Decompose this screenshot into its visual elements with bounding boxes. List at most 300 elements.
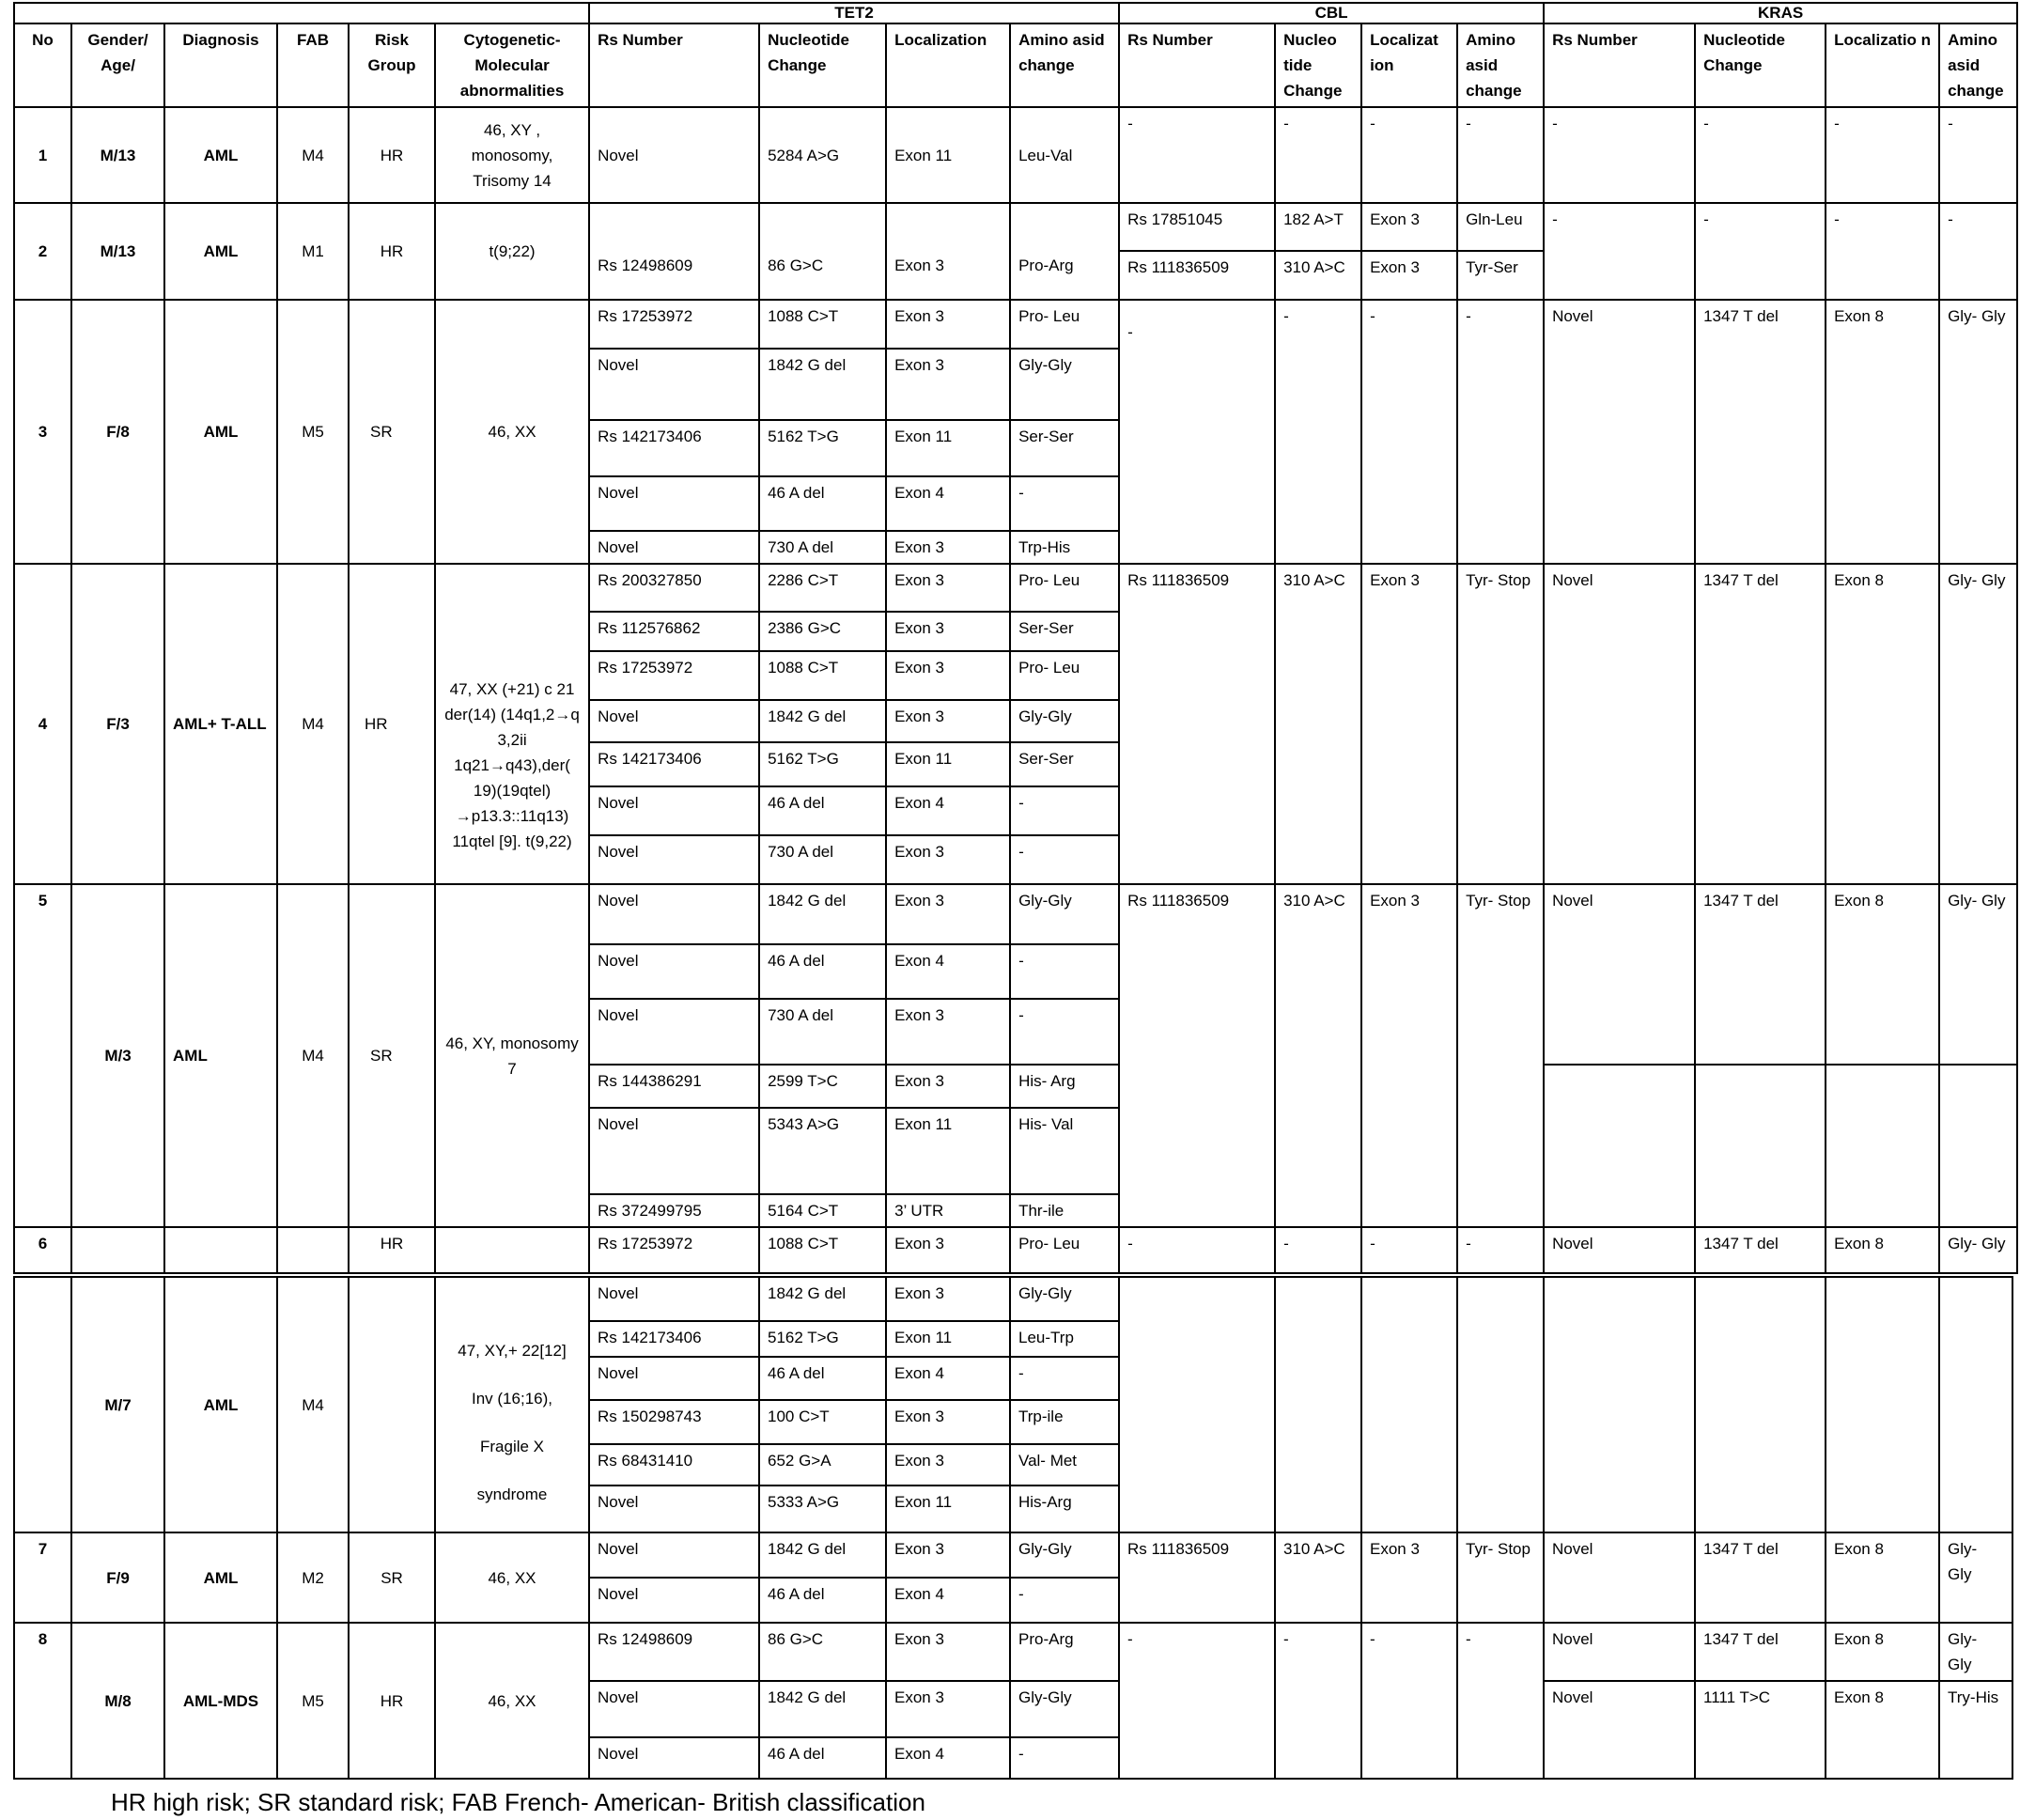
tet2-localization: Exon 3 — [886, 349, 1010, 420]
tet2-rs: Rs 12498609 — [589, 1623, 759, 1681]
cytogenetics: 46, XX — [435, 300, 589, 564]
kras-amino: Gly- Gly — [1939, 1227, 2017, 1273]
tet2-amino: Gly-Gly — [1010, 1681, 1119, 1737]
cbl-empty-cell — [1275, 1277, 1361, 1532]
tet2-localization: Exon 4 — [886, 944, 1010, 999]
cbl-nucleotide: 182 A>T — [1275, 203, 1361, 251]
table-row — [14, 1227, 2017, 1273]
tet2-nucleotide: 46 A del — [759, 1578, 886, 1623]
cbl-nucleotide: 310 A>C — [1275, 564, 1361, 884]
col-header-tet2-nucleotide: Nucleotide Change — [759, 23, 886, 107]
cytogenetics-line: syndrome — [476, 1485, 548, 1503]
tet2-amino: His- Val — [1010, 1108, 1119, 1194]
tet2-nucleotide: 5162 T>G — [759, 742, 886, 786]
tet2-nucleotide: 5333 A>G — [759, 1486, 886, 1532]
tet2-localization: Exon 3 — [886, 1444, 1010, 1486]
kras-nucleotide: 1347 T del — [1695, 300, 1826, 564]
tet2-amino: Gly-Gly — [1010, 1532, 1119, 1578]
kras-localization: Exon 8 — [1826, 1227, 1939, 1273]
tet2-localization: Exon 11 — [886, 1486, 1010, 1532]
table-row — [14, 1532, 2012, 1578]
tet2-amino: - — [1010, 1357, 1119, 1400]
risk-group: HR — [349, 107, 435, 203]
fab-class: M2 — [277, 1532, 349, 1623]
tet2-rs: Rs 112576862 — [589, 612, 759, 651]
tet2-localization: Exon 3 — [886, 651, 1010, 700]
tet2-amino: His- Arg — [1010, 1065, 1119, 1108]
tet2-nucleotide: 1088 C>T — [759, 1227, 886, 1273]
tet2-localization: Exon 4 — [886, 1737, 1010, 1779]
cbl-localization: - — [1361, 300, 1457, 564]
tet2-amino: Ser-Ser — [1010, 742, 1119, 786]
tet2-amino: - — [1010, 786, 1119, 835]
cbl-nucleotide: 310 A>C — [1275, 251, 1361, 300]
kras-amino: Gly- Gly — [1939, 1532, 2012, 1623]
tet2-localization: Exon 3 — [886, 612, 1010, 651]
tet2-amino: Ser-Ser — [1010, 612, 1119, 651]
tet2-nucleotide: 5162 T>G — [759, 420, 886, 476]
cbl-rs: - — [1119, 107, 1275, 203]
diagnosis: AML — [164, 884, 277, 1227]
kras-rs: - — [1544, 107, 1695, 203]
tet2-nucleotide: 1088 C>T — [759, 300, 886, 349]
kras-amino: - — [1939, 203, 2017, 300]
cbl-localization: - — [1361, 1227, 1457, 1273]
table-row — [14, 1623, 2012, 1681]
kras-empty-cell — [1826, 1065, 1939, 1227]
kras-nucleotide: - — [1695, 107, 1826, 203]
tet2-localization: Exon 3 — [886, 1623, 1010, 1681]
kras-nucleotide: 1347 T del — [1695, 1623, 1826, 1681]
tet2-amino: - — [1010, 835, 1119, 884]
table-footnote: HR high risk; SR standard risk; FAB French- American- British classification — [111, 1788, 925, 1816]
tet2-rs: Rs 17253972 — [589, 651, 759, 700]
tet2-rs: Novel — [589, 531, 759, 564]
tet2-rs: Novel — [589, 1108, 759, 1194]
patient-number: 8 — [14, 1623, 71, 1779]
tet2-rs: Novel — [589, 700, 759, 742]
kras-empty-cell — [1939, 1065, 2017, 1227]
risk-group: HR — [349, 203, 435, 300]
fab-class: M4 — [277, 564, 349, 884]
tet2-localization: Exon 3 — [886, 300, 1010, 349]
kras-empty-cell — [1939, 1277, 2012, 1532]
kras-rs: - — [1544, 203, 1695, 300]
cbl-amino: - — [1457, 107, 1544, 203]
tet2-localization: Exon 3 — [886, 1532, 1010, 1578]
tet2-localization: Exon 3 — [886, 835, 1010, 884]
cbl-rs: - — [1119, 300, 1275, 564]
kras-rs: Novel — [1544, 1227, 1695, 1273]
fab-class: M4 — [277, 884, 349, 1227]
tet2-rs: Novel — [589, 476, 759, 531]
tet2-rs: Rs 200327850 — [589, 564, 759, 612]
tet2-nucleotide: 46 A del — [759, 1357, 886, 1400]
gender-age: F/3 — [71, 564, 164, 884]
tet2-nucleotide: 1842 G del — [759, 884, 886, 944]
tet2-rs: Rs 17253972 — [589, 1227, 759, 1273]
risk-group: SR — [349, 300, 435, 564]
kras-amino: Try-His — [1939, 1681, 2012, 1779]
cbl-nucleotide: 310 A>C — [1275, 884, 1361, 1227]
tet2-nucleotide: 2386 G>C — [759, 612, 886, 651]
tet2-localization: Exon 4 — [886, 476, 1010, 531]
tet2-amino: Gly-Gly — [1010, 700, 1119, 742]
patient-number: 1 — [14, 107, 71, 203]
tet2-amino: Pro-Arg — [1010, 203, 1119, 300]
cbl-amino: - — [1457, 1227, 1544, 1273]
tet2-localization: Exon 3 — [886, 564, 1010, 612]
cbl-empty-cell — [1119, 1277, 1275, 1532]
blank-group-header — [14, 3, 589, 23]
cbl-rs: Rs 111836509 — [1119, 251, 1275, 300]
kras-localization: Exon 8 — [1826, 564, 1939, 884]
kras-rs: Novel — [1544, 1532, 1695, 1623]
kras-empty-cell — [1544, 1065, 1695, 1227]
tet2-rs: Novel — [589, 1681, 759, 1737]
cbl-nucleotide: - — [1275, 1623, 1361, 1779]
cbl-rs: Rs 17851045 — [1119, 203, 1275, 251]
table-row — [14, 203, 2017, 251]
diagnosis: AML — [164, 203, 277, 300]
kras-rs: Novel — [1544, 1681, 1695, 1779]
tet2-rs: Novel — [589, 835, 759, 884]
tet2-rs: Rs 150298743 — [589, 1400, 759, 1444]
cytogenetics: 46, XY , monosomy, Trisomy 14 — [435, 107, 589, 203]
cytogenetics: 47, XX (+21) c 21 der(14) (14q1,2→q 3,2ii 1q21→q43),der( 19)(19qtel) →p13.3::11q13) 11qtel [9]. t(9,22) — [435, 564, 589, 884]
tet2-nucleotide: 5162 T>G — [759, 1321, 886, 1357]
tet2-localization: Exon 3 — [886, 1227, 1010, 1273]
col-header-gender-age: Gender/ Age/ — [71, 23, 164, 107]
tet2-localization: Exon 3 — [886, 999, 1010, 1065]
group-header-cbl: CBL — [1119, 3, 1544, 23]
tet2-rs: Novel — [589, 1578, 759, 1623]
tet2-rs: Novel — [589, 786, 759, 835]
tet2-amino: Thr-ile — [1010, 1194, 1119, 1227]
kras-empty-cell — [1826, 1277, 1939, 1532]
tet2-localization: Exon 3 — [886, 203, 1010, 300]
tet2-amino: Pro- Leu — [1010, 564, 1119, 612]
tet2-localization: Exon 11 — [886, 107, 1010, 203]
tet2-localization: Exon 3 — [886, 1400, 1010, 1444]
tet2-amino: - — [1010, 1737, 1119, 1779]
gender-age: M/13 — [71, 107, 164, 203]
cytogenetics: 46, XX — [435, 1623, 589, 1779]
tet2-nucleotide: 5164 C>T — [759, 1194, 886, 1227]
mutation-table-part-1 — [13, 2, 2018, 1274]
kras-nucleotide: 1347 T del — [1695, 884, 1826, 1065]
kras-localization: Exon 8 — [1826, 1681, 1939, 1779]
cbl-rs: Rs 111836509 — [1119, 564, 1275, 884]
fab-empty — [277, 1227, 349, 1273]
diagnosis: AML — [164, 1277, 277, 1532]
cytogenetics-line: Inv (16;16), — [472, 1389, 552, 1408]
tet2-rs: Novel — [589, 1357, 759, 1400]
kras-amino: Gly- Gly — [1939, 564, 2017, 884]
cbl-amino: Tyr- Stop — [1457, 564, 1544, 884]
tet2-amino: Pro-Arg — [1010, 1623, 1119, 1681]
tet2-nucleotide: 1842 G del — [759, 349, 886, 420]
cbl-localization: Exon 3 — [1361, 1532, 1457, 1623]
cbl-nucleotide: 310 A>C — [1275, 1532, 1361, 1623]
fab-class: M4 — [277, 1277, 349, 1532]
col-header-tet2-amino-acid: Amino asid change — [1010, 23, 1119, 107]
tet2-amino: His-Arg — [1010, 1486, 1119, 1532]
tet2-localization: Exon 4 — [886, 1357, 1010, 1400]
tet2-amino: Pro- Leu — [1010, 300, 1119, 349]
tet2-amino: Pro- Leu — [1010, 651, 1119, 700]
tet2-nucleotide: 46 A del — [759, 476, 886, 531]
cbl-amino: - — [1457, 1623, 1544, 1779]
tet2-amino: Gly-Gly — [1010, 1277, 1119, 1321]
tet2-localization: Exon 3 — [886, 700, 1010, 742]
tet2-amino: - — [1010, 1578, 1119, 1623]
tet2-amino: Trp-His — [1010, 531, 1119, 564]
col-header-kras-rs-number: Rs Number — [1544, 23, 1695, 107]
risk-group: HR — [349, 564, 435, 884]
cytogenetics — [435, 1277, 589, 1532]
cytogenetics-line: 47, XY,+ 22[12] — [458, 1341, 567, 1360]
col-header-cbl-nucleotide: Nucleo tide Change — [1275, 23, 1361, 107]
tet2-nucleotide: 46 A del — [759, 944, 886, 999]
risk-group: HR — [349, 1227, 435, 1273]
table-row — [14, 107, 2017, 203]
kras-nucleotide: 1347 T del — [1695, 1227, 1826, 1273]
kras-localization: - — [1826, 203, 1939, 300]
tet2-localization: Exon 4 — [886, 1578, 1010, 1623]
tet2-rs: Rs 142173406 — [589, 1321, 759, 1357]
tet2-amino: Leu-Trp — [1010, 1321, 1119, 1357]
cytogenetics: t(9;22) — [435, 203, 589, 300]
tet2-amino: Ser-Ser — [1010, 420, 1119, 476]
cbl-amino: Gln-Leu — [1457, 203, 1544, 251]
kras-amino: - — [1939, 107, 2017, 203]
col-header-no: No — [14, 23, 71, 107]
tet2-localization: Exon 3 — [886, 531, 1010, 564]
tet2-nucleotide: 86 G>C — [759, 1623, 886, 1681]
kras-localization: Exon 8 — [1826, 300, 1939, 564]
tet2-rs: Novel — [589, 1486, 759, 1532]
kras-rs: Novel — [1544, 1623, 1695, 1681]
tet2-rs: Rs 144386291 — [589, 1065, 759, 1108]
tet2-rs: Novel — [589, 349, 759, 420]
kras-empty-cell — [1695, 1065, 1826, 1227]
fab-class: M4 — [277, 107, 349, 203]
table-row — [14, 884, 2017, 944]
tet2-amino: - — [1010, 999, 1119, 1065]
tet2-nucleotide: 730 A del — [759, 999, 886, 1065]
risk-group: HR — [349, 1623, 435, 1779]
cbl-localization: Exon 3 — [1361, 884, 1457, 1227]
cytogenetics-empty — [435, 1227, 589, 1273]
patient-number: 7 — [14, 1532, 71, 1623]
patient-number: 2 — [14, 203, 71, 300]
fab-class: M5 — [277, 1623, 349, 1779]
tet2-rs: Rs 372499795 — [589, 1194, 759, 1227]
tet2-amino: - — [1010, 944, 1119, 999]
tet2-nucleotide: 86 G>C — [759, 203, 886, 300]
col-header-risk-group: Risk Group — [349, 23, 435, 107]
cbl-rs: - — [1119, 1623, 1275, 1779]
patient-number: 6 — [14, 1227, 71, 1273]
risk-group: SR — [349, 884, 435, 1227]
tet2-localization: Exon 11 — [886, 1321, 1010, 1357]
tet2-nucleotide: 1842 G del — [759, 1532, 886, 1578]
tet2-rs: Rs 12498609 — [589, 203, 759, 300]
gender-age: M/7 — [71, 1277, 164, 1532]
table-row — [14, 1277, 2012, 1321]
tet2-localization: Exon 11 — [886, 742, 1010, 786]
kras-nucleotide: 1111 T>C — [1695, 1681, 1826, 1779]
gender-age: M/13 — [71, 203, 164, 300]
tet2-nucleotide: 652 G>A — [759, 1444, 886, 1486]
cbl-rs: Rs 111836509 — [1119, 884, 1275, 1227]
diagnosis: AML+ T-ALL — [164, 564, 277, 884]
patient-number: 5 — [14, 884, 71, 1227]
tet2-rs: Rs 142173406 — [589, 742, 759, 786]
tet2-rs: Novel — [589, 1277, 759, 1321]
tet2-rs: Rs 142173406 — [589, 420, 759, 476]
tet2-rs: Novel — [589, 1737, 759, 1779]
tet2-amino: Gly-Gly — [1010, 884, 1119, 944]
cbl-nucleotide: - — [1275, 300, 1361, 564]
cbl-nucleotide: - — [1275, 1227, 1361, 1273]
fab-class: M5 — [277, 300, 349, 564]
tet2-amino: Val- Met — [1010, 1444, 1119, 1486]
cbl-rs: Rs 111836509 — [1119, 1532, 1275, 1623]
kras-rs: Novel — [1544, 564, 1695, 884]
col-header-cbl-amino-acid: Amino asid change — [1457, 23, 1544, 107]
cbl-amino: Tyr- Stop — [1457, 1532, 1544, 1623]
col-header-kras-amino-acid: Amino asid change — [1939, 23, 2017, 107]
gender-age: F/9 — [71, 1532, 164, 1623]
table-row — [14, 564, 2017, 612]
kras-localization: Exon 8 — [1826, 1532, 1939, 1623]
diagnosis: AML — [164, 1532, 277, 1623]
cbl-localization: - — [1361, 107, 1457, 203]
cbl-localization: Exon 3 — [1361, 564, 1457, 884]
gender-age-empty — [71, 1227, 164, 1273]
cbl-empty-cell — [1457, 1277, 1544, 1532]
tet2-nucleotide: 730 A del — [759, 531, 886, 564]
kras-localization: Exon 8 — [1826, 1623, 1939, 1681]
tet2-localization: Exon 3 — [886, 1277, 1010, 1321]
cbl-localization: - — [1361, 1623, 1457, 1779]
tet2-localization: Exon 11 — [886, 420, 1010, 476]
risk-group: SR — [349, 1532, 435, 1623]
table-row — [14, 300, 2017, 349]
tet2-amino: Pro- Leu — [1010, 1227, 1119, 1273]
tet2-rs: Rs 17253972 — [589, 300, 759, 349]
col-header-fab: FAB — [277, 23, 349, 107]
kras-rs: Novel — [1544, 300, 1695, 564]
cbl-rs: - — [1119, 1227, 1275, 1273]
cytogenetics: 46, XY, monosomy 7 — [435, 884, 589, 1227]
tet2-nucleotide: 100 C>T — [759, 1400, 886, 1444]
cbl-localization: Exon 3 — [1361, 251, 1457, 300]
group-header-tet2: TET2 — [589, 3, 1119, 23]
tet2-nucleotide: 2286 C>T — [759, 564, 886, 612]
tet2-nucleotide: 46 A del — [759, 786, 886, 835]
tet2-localization: Exon 3 — [886, 884, 1010, 944]
tet2-rs: Novel — [589, 944, 759, 999]
group-header-kras: KRAS — [1544, 3, 2017, 23]
gender-age: M/3 — [71, 884, 164, 1227]
tet2-amino: Gly-Gly — [1010, 349, 1119, 420]
tet2-localization: Exon 3 — [886, 1065, 1010, 1108]
col-header-kras-localization: Localizatio n — [1826, 23, 1939, 107]
col-header-diagnosis: Diagnosis — [164, 23, 277, 107]
tet2-nucleotide: 5284 A>G — [759, 107, 886, 203]
col-header-cbl-localization: Localizat ion — [1361, 23, 1457, 107]
tet2-localization: Exon 3 — [886, 1681, 1010, 1737]
kras-amino: Gly- Gly — [1939, 300, 2017, 564]
kras-localization: - — [1826, 107, 1939, 203]
col-header-cytogenetic: Cytogenetic-Molecular abnormalities — [435, 23, 589, 107]
fab-class: M1 — [277, 203, 349, 300]
tet2-nucleotide: 1088 C>T — [759, 651, 886, 700]
cbl-empty-cell — [1361, 1277, 1457, 1532]
col-header-kras-nucleotide: Nucleotide Change — [1695, 23, 1826, 107]
patient-number-empty — [14, 1277, 71, 1532]
kras-nucleotide: 1347 T del — [1695, 564, 1826, 884]
risk-group-empty — [349, 1277, 435, 1532]
cytogenetics-line: Fragile X — [479, 1437, 545, 1455]
tet2-rs: Novel — [589, 884, 759, 944]
tet2-localization: Exon 4 — [886, 786, 1010, 835]
tet2-nucleotide: 730 A del — [759, 835, 886, 884]
kras-nucleotide: 1347 T del — [1695, 1532, 1826, 1623]
tet2-nucleotide: 1842 G del — [759, 1681, 886, 1737]
tet2-amino: Trp-ile — [1010, 1400, 1119, 1444]
cbl-amino: Tyr-Ser — [1457, 251, 1544, 300]
patient-number: 3 — [14, 300, 71, 564]
kras-amino: Gly- Gly — [1939, 884, 2017, 1065]
cytogenetics: 46, XX — [435, 1532, 589, 1623]
col-header-cbl-rs-number: Rs Number — [1119, 23, 1275, 107]
kras-nucleotide: - — [1695, 203, 1826, 300]
diagnosis: AML — [164, 300, 277, 564]
kras-empty-cell — [1695, 1277, 1826, 1532]
gender-age: M/8 — [71, 1623, 164, 1779]
gender-age: F/8 — [71, 300, 164, 564]
cbl-nucleotide: - — [1275, 107, 1361, 203]
tet2-nucleotide: 5343 A>G — [759, 1108, 886, 1194]
diagnosis: AML-MDS — [164, 1623, 277, 1779]
cbl-amino: - — [1457, 300, 1544, 564]
tet2-rs: Rs 68431410 — [589, 1444, 759, 1486]
tet2-nucleotide: 1842 G del — [759, 1277, 886, 1321]
tet2-rs: Novel — [589, 999, 759, 1065]
tet2-amino: - — [1010, 476, 1119, 531]
kras-localization: Exon 8 — [1826, 884, 1939, 1065]
kras-amino: Gly- Gly — [1939, 1623, 2012, 1681]
tet2-nucleotide: 46 A del — [759, 1737, 886, 1779]
tet2-amino: Leu-Val — [1010, 107, 1119, 203]
patient-number: 4 — [14, 564, 71, 884]
col-header-tet2-rs-number: Rs Number — [589, 23, 759, 107]
kras-empty-cell — [1544, 1277, 1695, 1532]
tet2-localization: 3’ UTR — [886, 1194, 1010, 1227]
cbl-localization: Exon 3 — [1361, 203, 1457, 251]
tet2-localization: Exon 11 — [886, 1108, 1010, 1194]
mutation-table-part-2 — [13, 1276, 2013, 1780]
tet2-rs: Novel — [589, 107, 759, 203]
kras-rs: Novel — [1544, 884, 1695, 1065]
diagnosis: AML — [164, 107, 277, 203]
col-header-tet2-localization: Localization — [886, 23, 1010, 107]
cbl-amino: Tyr- Stop — [1457, 884, 1544, 1227]
